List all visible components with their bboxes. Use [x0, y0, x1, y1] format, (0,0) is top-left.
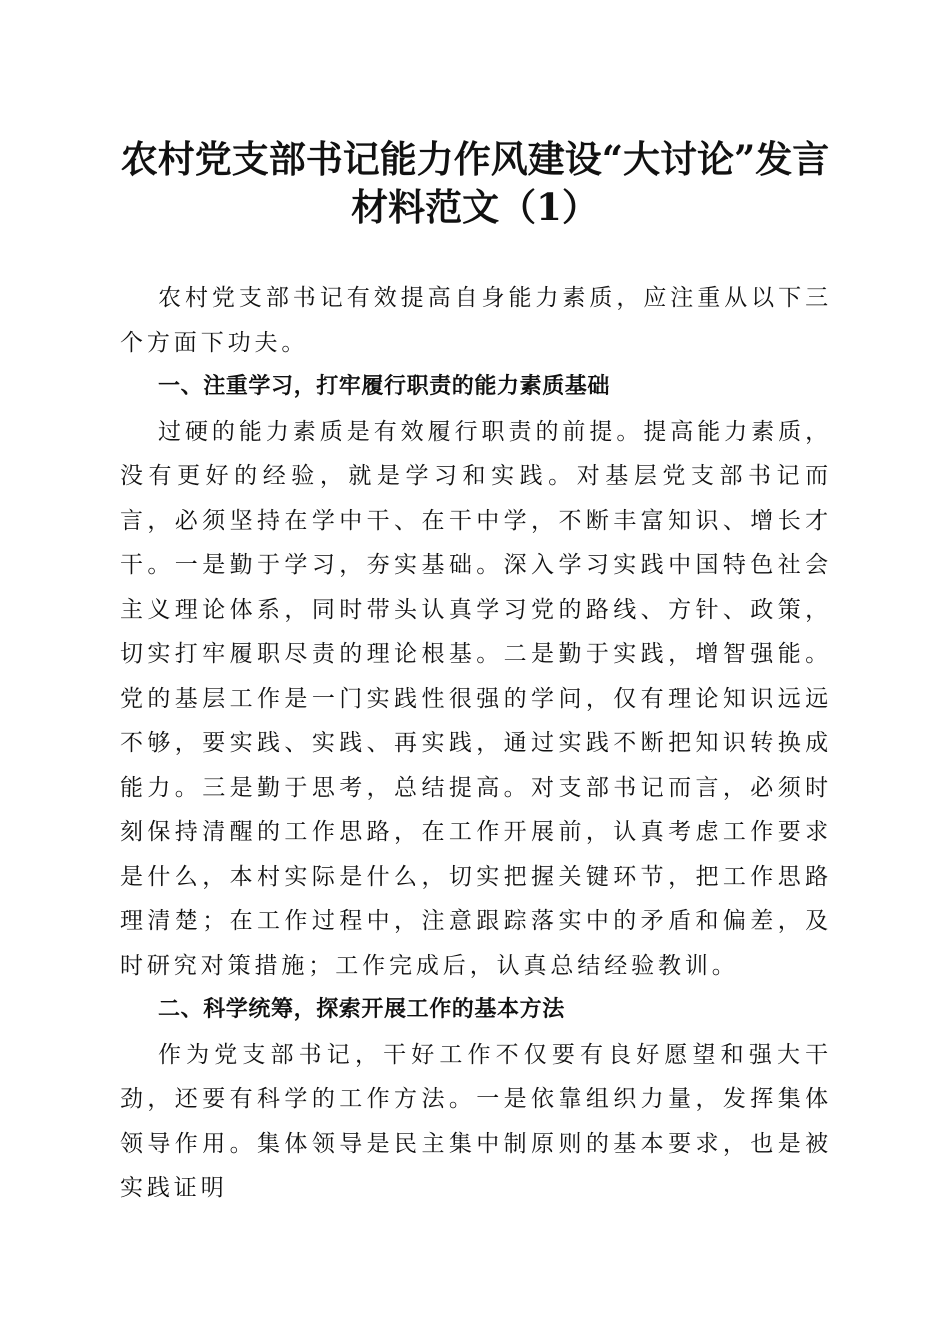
title-line-2: 材料范文（1） [351, 185, 599, 229]
section-2-heading: 二、科学统筹，探索开展工作的基本方法 [158, 997, 565, 1022]
document-body [120, 276, 832, 1211]
section-1-heading: 一、注重学习，打牢履行职责的能力素质基础 [158, 374, 611, 399]
intro-paragraph: 农村党支部书记有效提高自身能力素质，应注重从以下三个方面下功夫。 [120, 285, 832, 356]
section-2-paragraph: 作为党支部书记，干好工作不仅要有良好愿望和强大干劲，还要有科学的工作方法。一是依靠组织力量，发挥集体领导作用。集体领导是民主集中制原则的基本要求，也是被实践证明 [120, 1041, 832, 1201]
document-title [100, 135, 850, 231]
section-1-paragraph: 过硬的能力素质是有效履行职责的前提。提高能力素质，没有更好的经验，就是学习和实践。对基层党支部书记而言，必须坚持在学中干、在干中学，不断丰富知识、增长才干。一是勤于学习，夯实基础。深入学习实践中国特色社会主义理论体系，同时带头认真学习党的路线、方针、政策，切实打牢履职尽责的理论根基。二是勤于实践，增智强能。党的基层工作是一门实践性很强的学问，仅有理论知识远远不够，要实践、实践、再实践，通过实践不断把知识转换成能力。三是勤于思考，总结提高。对支部书记而言，必须时刻保持清醒的工作思路，在工作开展前，认真考虑工作要求是什么，本村实际是什么，切实把握关键环节，把工作思路理清楚；在工作过程中，注意跟踪落实中的矛盾和偏差，及时研究对策措施；工作完成后，认真总结经验教训。 [120, 418, 832, 979]
title-line-1: 农村党支部书记能力作风建设“大讨论”发言 [120, 137, 830, 181]
